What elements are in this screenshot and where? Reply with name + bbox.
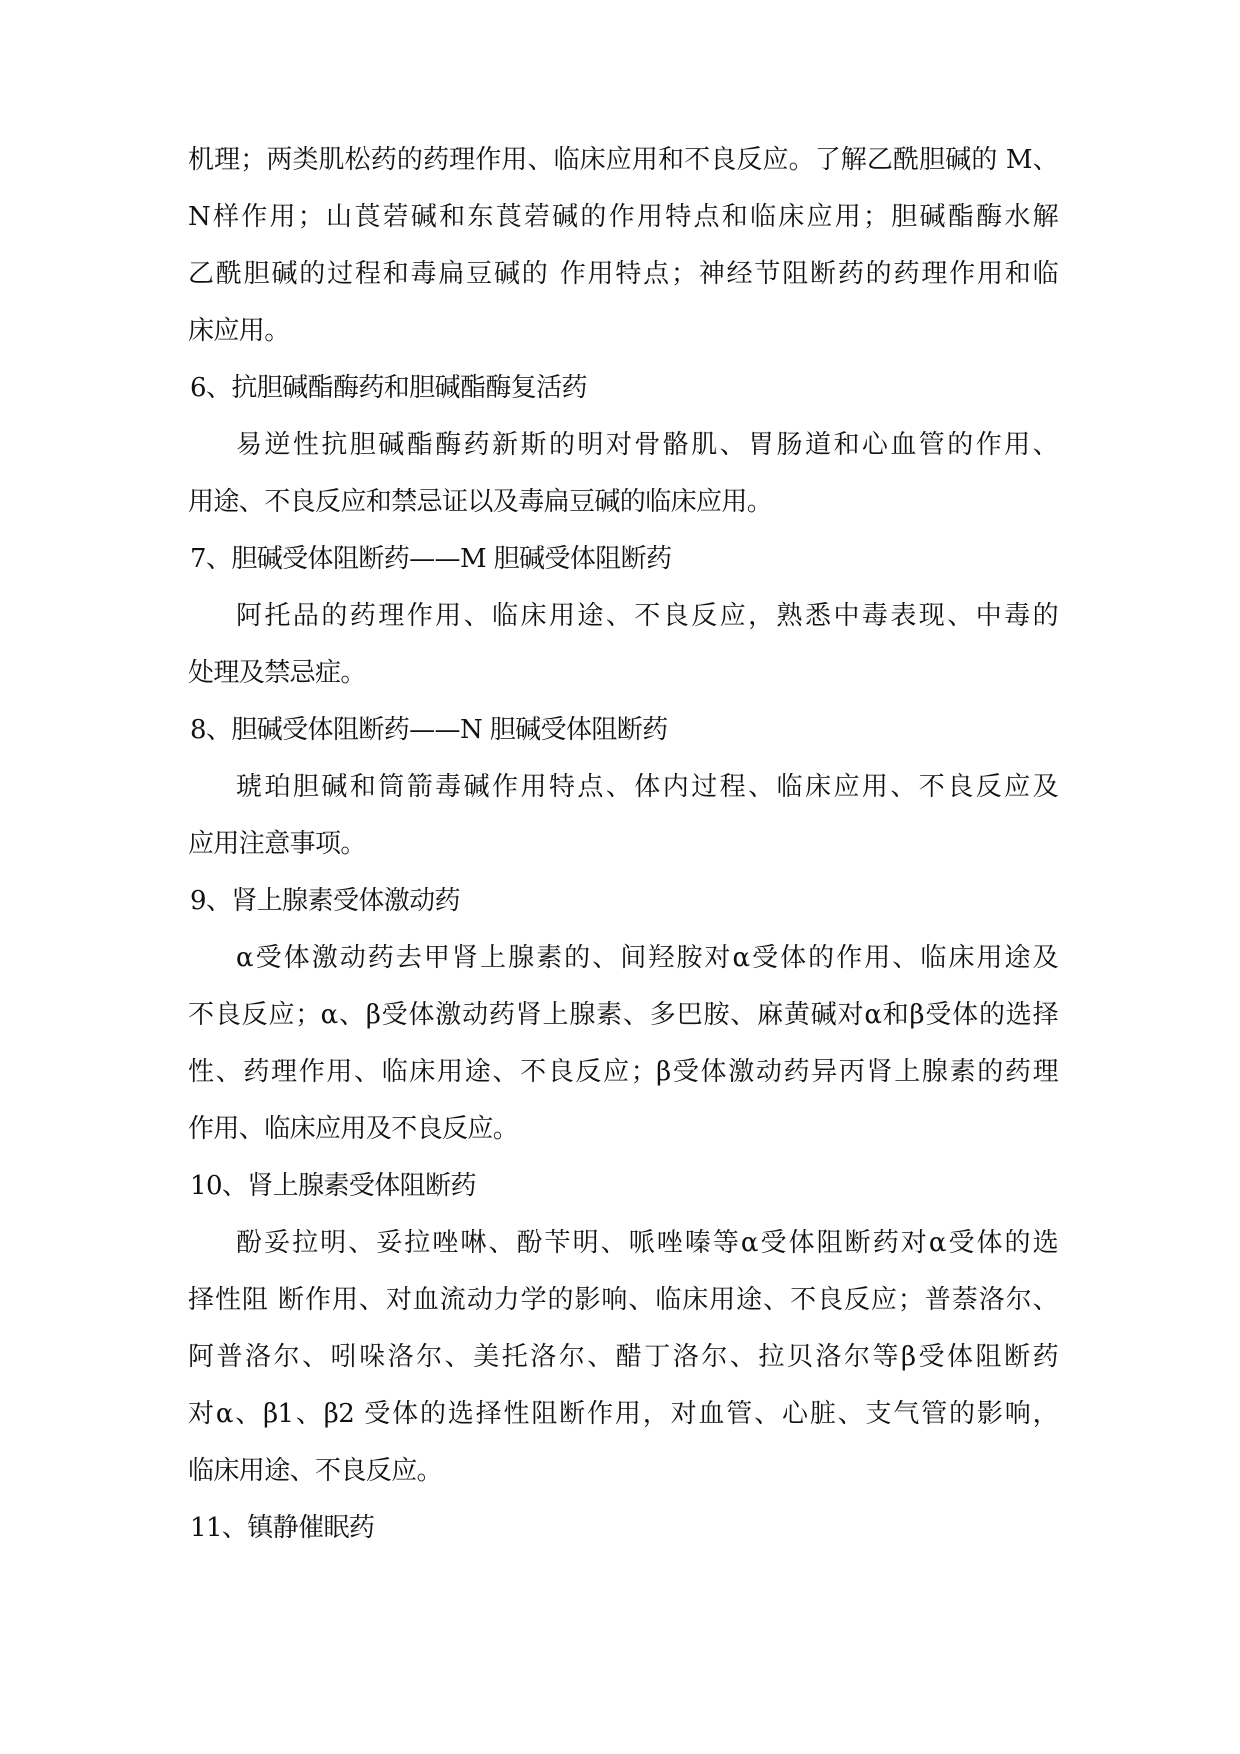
paragraph-line: 不良反应；α、β受体激动药肾上腺素、多巴胺、麻黄碱对α和β受体的选择 (188, 1000, 1058, 1030)
section-heading-9: 9、肾上腺素受体激动药 (190, 886, 460, 916)
paragraph-line: 临床用途、不良反应。 (188, 1456, 443, 1486)
paragraph-line: 用途、不良反应和禁忌证以及毒扁豆碱的临床应用。 (188, 487, 773, 517)
paragraph-line: 对α、β1、β2 受体的选择性阻断作用，对血管、心脏、支气管的影响， (188, 1399, 1058, 1429)
paragraph-line: 作用、临床应用及不良反应。 (188, 1114, 519, 1144)
paragraph-line: 择性阻 断作用、对血流动力学的影响、临床用途、不良反应；普萘洛尔、 (188, 1285, 1058, 1315)
paragraph-line: N样作用；山莨菪碱和东莨菪碱的作用特点和临床应用；胆碱酯酶水解 (188, 202, 1058, 232)
paragraph-line: 床应用。 (188, 316, 290, 346)
paragraph-line: 性、药理作用、临床用途、不良反应；β受体激动药异丙肾上腺素的药理 (188, 1057, 1058, 1087)
paragraph-line: 处理及禁忌症。 (188, 658, 366, 688)
paragraph-line: 酚妥拉明、妥拉唑啉、酚苄明、哌唑嗪等α受体阻断药对α受体的选 (236, 1228, 1058, 1258)
paragraph-line: 阿托品的药理作用、临床用途、不良反应，熟悉中毒表现、中毒的 (236, 601, 1058, 631)
section-heading-6: 6、抗胆碱酯酶药和胆碱酯酶复活药 (190, 373, 587, 403)
section-heading-7: 7、胆碱受体阻断药——M 胆碱受体阻断药 (190, 544, 672, 574)
section-heading-8: 8、胆碱受体阻断药——N 胆碱受体阻断药 (190, 715, 668, 745)
section-heading-10: 10、肾上腺素受体阻断药 (190, 1171, 476, 1201)
paragraph-line: 阿普洛尔、吲哚洛尔、美托洛尔、醋丁洛尔、拉贝洛尔等β受体阻断药 (188, 1342, 1058, 1372)
paragraph-line: 应用注意事项。 (188, 829, 366, 859)
paragraph-line: 易逆性抗胆碱酯酶药新斯的明对骨骼肌、胃肠道和心血管的作用、 (236, 430, 1058, 460)
paragraph-line: 机理；两类肌松药的药理作用、临床应用和不良反应。了解乙酰胆碱的 M、 (188, 145, 1058, 175)
paragraph-line: α受体激动药去甲肾上腺素的、间羟胺对α受体的作用、临床用途及 (236, 943, 1058, 973)
paragraph-line: 乙酰胆碱的过程和毒扁豆碱的 作用特点；神经节阻断药的药理作用和临 (188, 259, 1058, 289)
paragraph-line: 琥珀胆碱和筒箭毒碱作用特点、体内过程、临床应用、不良反应及 (236, 772, 1058, 802)
section-heading-11: 11、镇静催眠药 (190, 1513, 375, 1543)
